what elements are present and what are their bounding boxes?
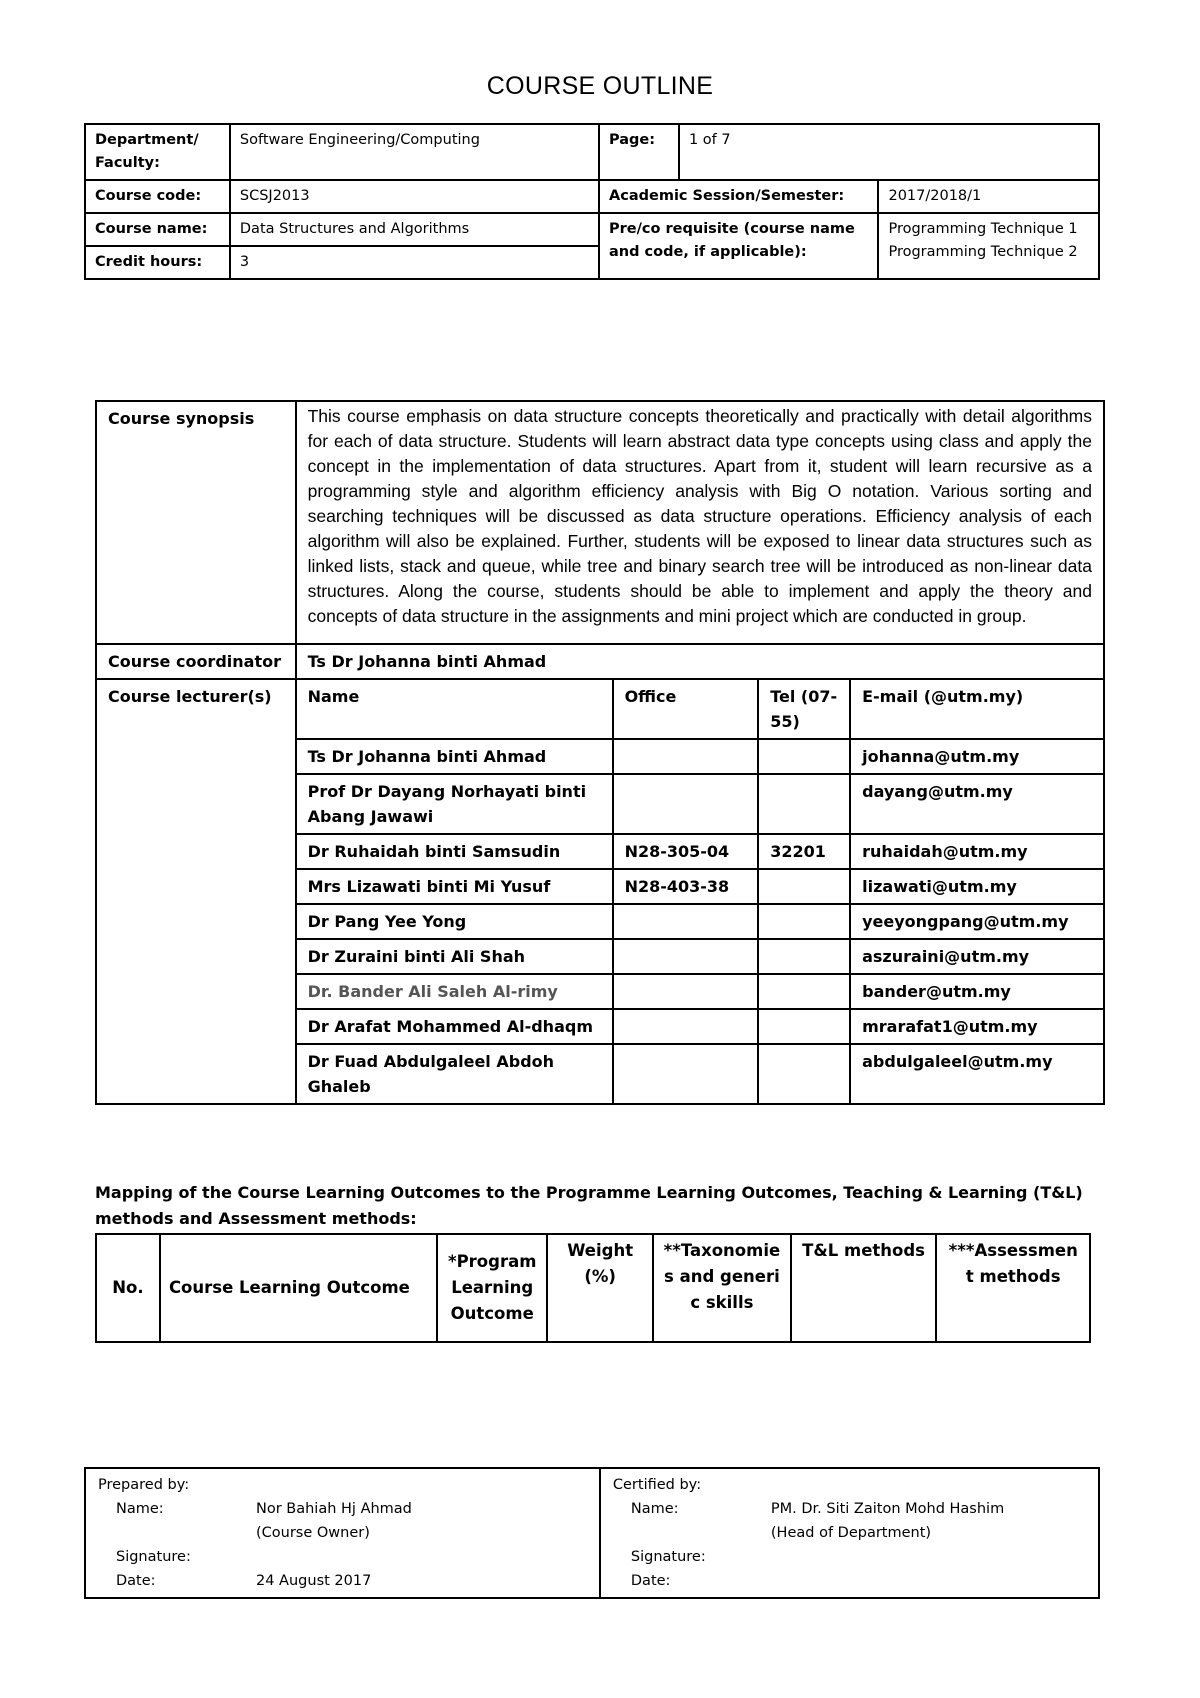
course-name-value: Data Structures and Algorithms (230, 213, 599, 246)
lecturer-email: aszuraini@utm.my (850, 939, 1104, 974)
credit-hours-label: Credit hours: (85, 246, 230, 279)
lecturer-office: N28-403-38 (613, 869, 759, 904)
lecturer-office (613, 904, 759, 939)
course-info-table (84, 123, 1100, 280)
synopsis-text: This course emphasis on data structure concepts theoretically and practically with detail algorithms for each of data structure. Students will learn abstract data type concepts using class and apply the concept in the implementation of data structures. Apart from it, student will learn recursive as a programming style and algorithm efficiency analysis with Big O notation. Various sorting and searching techniques will be discussed as data structure operations. Efficiency analysis of each algorithm will also be explained. Further, students will be exposed to linear data structures such as linked lists, stack and queue, while tree and binary search tree will be introduced as non-linear data structures. Along the course, students should be able to implement and apply the theory and concepts of data structure in the assignments and mini project which are conducted in group. (296, 401, 1104, 644)
clo-header-assessment: ***Assessment methods (936, 1234, 1090, 1342)
lecturer-tel (758, 739, 850, 774)
page-title: COURSE OUTLINE (486, 72, 714, 100)
certified-by-cell (600, 1468, 1099, 1598)
lecturer-email: lizawati@utm.my (850, 869, 1104, 904)
coordinator-label: Course coordinator (96, 644, 296, 679)
credit-hours-value: 3 (230, 246, 599, 279)
course-code-label: Course code: (85, 180, 230, 213)
lecturer-email: dayang@utm.my (850, 774, 1104, 834)
lecturer-tel (758, 974, 850, 1009)
prepared-signature-label: Signature: (116, 1549, 191, 1565)
lecturer-email: johanna@utm.my (850, 739, 1104, 774)
lecturer-name: Mrs Lizawati binti Mi Yusuf (296, 869, 613, 904)
page-label: Page: (599, 124, 679, 180)
lecturer-tel (758, 1009, 850, 1044)
lecturer-tel (758, 1044, 850, 1104)
coordinator-value: Ts Dr Johanna binti Ahmad (296, 644, 1104, 679)
lecturer-office: N28-305-04 (613, 834, 759, 869)
lecturer-office (613, 1009, 759, 1044)
department-label: Department/ Faculty: (85, 124, 230, 180)
clo-header-tl-methods: T&L methods (791, 1234, 937, 1342)
prepared-date-label: Date: (116, 1573, 156, 1589)
prereq-value-2: Programming Technique 2 (888, 244, 1078, 260)
clo-header-no: No. (96, 1234, 160, 1342)
page-value: 1 of 7 (679, 124, 1099, 180)
signature-table (84, 1467, 1100, 1599)
prepared-by-label: Prepared by: (98, 1477, 190, 1493)
certified-date-label: Date: (630, 1573, 671, 1589)
lecturer-name: Dr Pang Yee Yong (296, 904, 613, 939)
session-value: 2017/2018/1 (878, 180, 1099, 213)
certified-by-label: Certified by: (612, 1477, 702, 1493)
prepared-role: (Course Owner) (256, 1525, 370, 1541)
lecturer-email: bander@utm.my (850, 974, 1104, 1009)
course-details-table (95, 400, 1105, 1105)
course-code-value: SCSJ2013 (230, 180, 599, 213)
lecturer-header-office: Office (613, 679, 759, 739)
lecturer-tel (758, 904, 850, 939)
lecturer-office (613, 1044, 759, 1104)
lecturer-name: Ts Dr Johanna binti Ahmad (296, 739, 613, 774)
certified-name: PM. Dr. Siti Zaiton Mohd Hashim (770, 1501, 1005, 1517)
lecturer-header-name: Name (296, 679, 613, 739)
lecturer-tel: 32201 (758, 834, 850, 869)
lecturer-email: abdulgaleel@utm.my (850, 1044, 1104, 1104)
lecturer-name: Dr Arafat Mohammed Al-dhaqm (296, 1009, 613, 1044)
lecturer-name: Dr. Bander Ali Saleh Al-rimy (296, 974, 613, 1009)
course-name-label: Course name: (85, 213, 230, 246)
lecturer-header-email: E-mail (@utm.my) (850, 679, 1104, 739)
prereq-label: Pre/co requisite (course name and code, if applicable): (599, 213, 878, 279)
lecturer-name: Prof Dr Dayang Norhayati binti Abang Jawawi (296, 774, 613, 834)
clo-header-outcome: Course Learning Outcome (160, 1234, 437, 1342)
department-value: Software Engineering/Computing (230, 124, 599, 180)
lecturer-office (613, 974, 759, 1009)
prepared-by-cell (85, 1468, 600, 1598)
lecturer-email: mrarafat1@utm.my (850, 1009, 1104, 1044)
lecturer-office (613, 939, 759, 974)
certified-role: (Head of Department) (770, 1525, 932, 1541)
lecturer-name: Dr Ruhaidah binti Samsudin (296, 834, 613, 869)
lecturers-label: Course lecturer(s) (96, 679, 296, 1104)
lecturer-email: yeeyongpang@utm.my (850, 904, 1104, 939)
session-label: Academic Session/Semester: (599, 180, 878, 213)
prereq-value-1: Programming Technique 1 (888, 221, 1078, 237)
clo-header-weight: Weight (%) (547, 1234, 653, 1342)
lecturer-email: ruhaidah@utm.my (850, 834, 1104, 869)
prepared-name-label: Name: (116, 1501, 164, 1517)
lecturer-name: Dr Fuad Abdulgaleel Abdoh Ghaleb (296, 1044, 613, 1104)
mapping-heading: Mapping of the Course Learning Outcomes to the Programme Learning Outcomes, Teaching & Learning (T&L) methods and Assessment methods: (95, 1183, 1083, 1228)
lecturer-tel (758, 774, 850, 834)
lecturer-office (613, 774, 759, 834)
prereq-value (878, 213, 1099, 279)
clo-mapping-table (95, 1233, 1091, 1343)
lecturer-office (613, 739, 759, 774)
lecturer-header-tel: Tel (07-55) (758, 679, 850, 739)
certified-name-label: Name: (630, 1501, 679, 1517)
lecturer-name: Dr Zuraini binti Ali Shah (296, 939, 613, 974)
prepared-date: 24 August 2017 (256, 1573, 372, 1589)
lecturer-tel (758, 939, 850, 974)
lecturer-tel (758, 869, 850, 904)
clo-header-taxonomies: **Taxonomies and generic skills (653, 1234, 791, 1342)
clo-header-plo: *Program Learning Outcome (437, 1234, 547, 1342)
certified-signature-label: Signature: (630, 1549, 706, 1565)
prepared-name: Nor Bahiah Hj Ahmad (256, 1501, 412, 1517)
synopsis-label: Course synopsis (96, 401, 296, 644)
